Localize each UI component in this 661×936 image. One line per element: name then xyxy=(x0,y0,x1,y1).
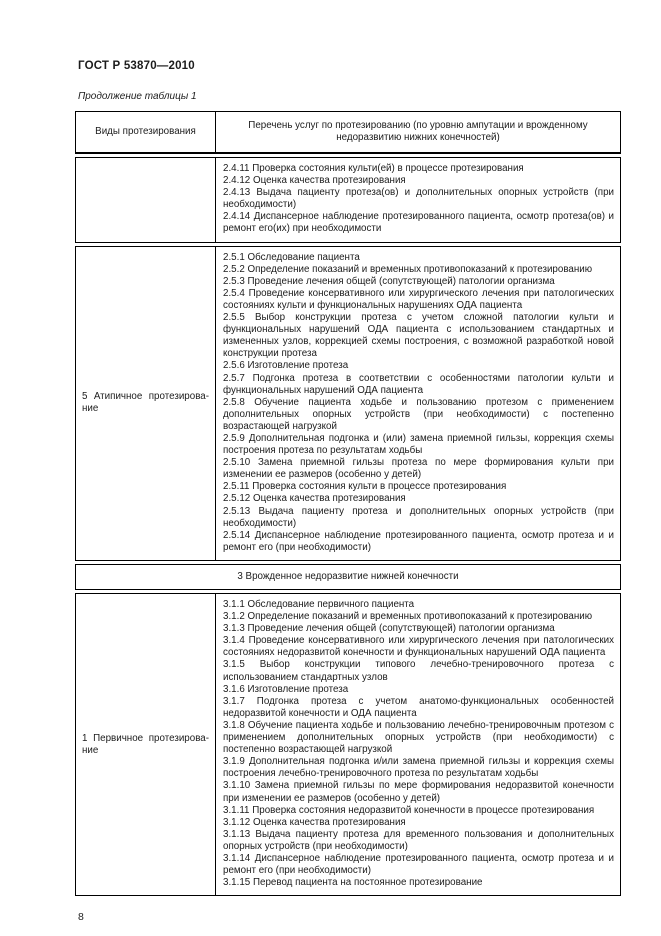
service-item: 3.1.6 Изготовление протеза xyxy=(223,683,349,695)
service-item: 3.1.3 Проведение лечения общей (сопутствующей) патологии организма xyxy=(223,623,555,635)
services-cell xyxy=(216,158,620,242)
kind-label: ние xyxy=(82,403,99,415)
service-item: 3.1.8 Обучение пациента ходьбе и пользованию лечебно-тренировочным протезом с применением дополнительных опорных устройств (при необходимости) с постепенно возрастающей нагрузкой xyxy=(223,719,614,756)
service-item: 3.1.14 Диспансерное наблюдение протезированного пациента, осмотр протеза и и ремонт его (при необходимости) xyxy=(223,852,614,877)
service-item: 3.1.7 Подгонка протеза с учетом анатомо-функциональных особенностей недоразвитой конечности и ОДА пациента xyxy=(223,695,614,719)
service-item: 3.1.13 Выдача пациенту протеза для временного пользования и дополнительных опорных устройств (при необходимости) xyxy=(223,828,614,852)
table-header-row xyxy=(75,111,621,154)
service-item: 3.1.11 Проверка состояния недоразвитой конечности в процессе протезирования xyxy=(223,804,595,816)
kind-label: 1 Первичное протезирова- xyxy=(82,732,209,744)
service-item: 2.5.9 Дополнительная подгонка и (или) замена приемной гильзы, коррекция схемы построения протеза по результатам ходьбы xyxy=(223,432,614,457)
kind-label: ние xyxy=(82,744,99,756)
service-item: 2.5.14 Диспансерное наблюдение протезированного пациента, осмотр протеза и и ремонт его (при необходимости) xyxy=(223,529,614,553)
service-item: 3.1.5 Выбор конструкции типового лечебно-тренировочного протеза с использованием стандартных узлов xyxy=(223,659,614,683)
service-item: 2.4.11 Проверка состояния культи(ей) в процессе протезирования xyxy=(223,163,524,174)
service-item: 3.1.1 Обследование первичного пациента xyxy=(223,599,415,610)
column-header-services: Перечень услуг по протезированию (по уровню ампутации и врожденному недоразвитию нижних конечностей) xyxy=(248,119,588,143)
service-item: 2.5.12 Оценка качества протезирования xyxy=(223,493,406,505)
kind-cell xyxy=(76,594,216,895)
kind-cell xyxy=(76,158,216,242)
service-item: 3.1.2 Определение показаний и временных противопоказаний к протезированию xyxy=(223,611,593,623)
service-item: 3.1.9 Дополнительная подгонка и/или замена приемной гильзы и коррекция схемы построения лечебно-тренировочного протеза по результатам ходьбы xyxy=(223,756,614,780)
table-caption: Продолжение таблицы 1 xyxy=(78,91,197,102)
services-cell xyxy=(216,247,620,560)
service-item: 2.5.3 Проведение лечения общей (сопутствующей) патологии организма xyxy=(223,275,555,287)
services-cell xyxy=(216,594,620,895)
service-item: 2.5.6 Изготовление протеза xyxy=(223,360,349,372)
service-item: 3.1.10 Замена приемной гильзы по мере формирования недоразвитой конечности при изменении ее размеров (особенно у детей) xyxy=(223,780,614,804)
service-item: 2.5.13 Выдача пациенту протеза и дополнительных опорных устройств (при необходимости) xyxy=(223,505,614,529)
page-number: 8 xyxy=(78,911,84,924)
service-item: 2.5.2 Определение показаний и временных противопоказаний к протезированию xyxy=(223,263,593,275)
table-row xyxy=(75,157,621,243)
doc-number: ГОСТ Р 53870—2010 xyxy=(78,60,195,72)
service-item: 3.1.12 Оценка качества протезирования xyxy=(223,816,406,828)
table-row xyxy=(75,246,621,561)
kind-cell xyxy=(76,247,216,560)
service-item: 2.4.12 Оценка качества протезирования xyxy=(223,175,406,187)
service-item: 2.5.1 Обследование пациента xyxy=(223,251,360,263)
service-item: 2.5.8 Обучение пациента ходьбе и пользованию протезом с применением дополнительных опорных устройств (при необходимости) с постепенно возрастающей нагрузкой xyxy=(223,396,614,432)
table-body xyxy=(75,157,621,896)
service-item: 2.5.10 Замена приемной гильзы протеза по мере формирования культи при изменении ее размеров (особенно у детей) xyxy=(223,457,614,481)
table-row xyxy=(75,593,621,896)
kind-label: 5 Атипичное протезирова- xyxy=(82,391,209,403)
service-item: 3.1.15 Перевод пациента на постоянное протезирование xyxy=(223,877,483,889)
section-row: 3 Врожденное недоразвитие нижней конечности xyxy=(75,564,621,590)
services-table xyxy=(75,111,621,896)
service-item: 2.4.13 Выдача пациенту протеза(ов) и дополнительных опорных устройств (при необходимости) xyxy=(223,187,614,211)
service-item: 2.5.4 Проведение консервативного или хирургического лечения при патологических состояниях культи и функциональных нарушениях ОДА пациента xyxy=(223,287,614,311)
service-item: 2.5.5 Выбор конструкции протеза с учетом сложной патологии культи и функциональных нарушений ОДА пациента с использованием стандартных и измененных узлов, коррекцией схемы построения, с возможной разработкой новой конструкции протеза xyxy=(223,312,614,360)
service-item: 3.1.4 Проведение консервативного или хирургического лечения при патологических состояниях недоразвитой конечности и функциональных нарушений ОДА пациента xyxy=(223,635,614,659)
service-item: 2.5.7 Подгонка протеза в соответствии с особенностями патологии культи и функциональных нарушений ОДА пациента xyxy=(223,372,614,396)
column-header-kinds: Виды протезирования xyxy=(76,112,216,152)
service-item: 2.4.14 Диспансерное наблюдение протезированного пациента, осмотр протеза(ов) и ремонт его(их) при необходимости xyxy=(223,211,614,235)
service-item: 2.5.11 Проверка состояния культи в процессе протезирования xyxy=(223,481,507,493)
